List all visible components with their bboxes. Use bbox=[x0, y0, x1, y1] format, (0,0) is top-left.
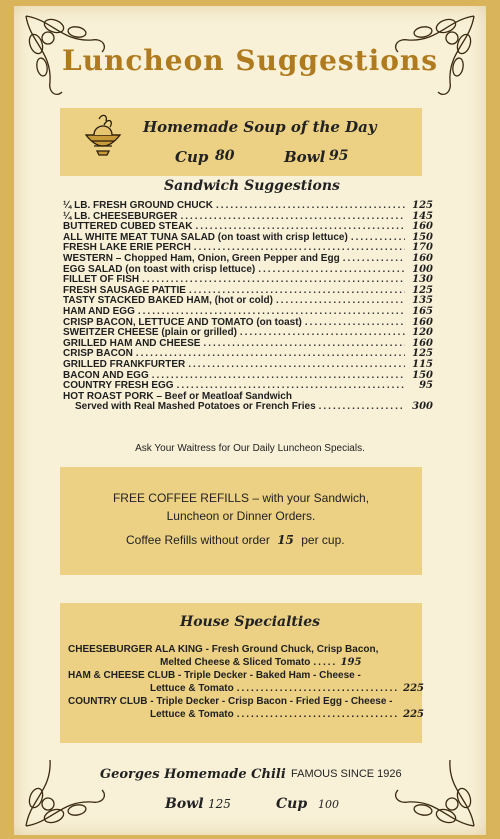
list-item: FRESH LAKE ERIE PERCH ..... 170 bbox=[63, 242, 433, 253]
chili-cup-price: 100 bbox=[318, 798, 339, 811]
chili-bowl-price: 125 bbox=[208, 797, 231, 811]
coffee-refill-line bbox=[126, 533, 345, 547]
chili-title: Georges Homemade Chili bbox=[100, 767, 286, 782]
soup-bowl-label: Bowl bbox=[284, 148, 326, 166]
list-item: ¼ LB. CHEESEBURGER ..... 145 bbox=[63, 211, 433, 222]
soup-cup-price: 80 bbox=[215, 148, 235, 164]
list-item: Melted Cheese & Sliced Tomato ..... 195 bbox=[68, 657, 424, 670]
soup-bowl-icon bbox=[82, 111, 124, 157]
sandwich-list bbox=[63, 200, 433, 412]
chili-famous: FAMOUS SINCE 1926 bbox=[291, 768, 402, 780]
list-item: FILLET OF FISH ..... 130 bbox=[63, 274, 433, 285]
list-item: CRISP BACON ..... 125 bbox=[63, 348, 433, 359]
list-item: HAM & CHEESE CLUB - Triple Decker - Baked Ham - Cheese - bbox=[68, 670, 361, 681]
page-title: Luncheon Suggestions bbox=[61, 44, 439, 77]
list-item: TASTY STACKED BAKED HAM, (hot or cold) ..... 135 bbox=[63, 295, 433, 306]
list-item: EGG SALAD (on toast with crisp lettuce) ..... 100 bbox=[63, 264, 433, 275]
list-item: ¼ LB. FRESH GROUND CHUCK ..... 125 bbox=[63, 200, 433, 211]
list-item: CRISP BACON, LETTUCE AND TOMATO (on toast) ..... 160 bbox=[63, 317, 433, 328]
list-item: HOT ROAST PORK – Beef or Meatloaf Sandwich bbox=[63, 390, 292, 402]
sandwich-heading: Sandwich Suggestions bbox=[164, 178, 340, 194]
list-item: Served with Real Mashed Potatoes or French Fries ..... 300 bbox=[63, 401, 433, 412]
list-item: WESTERN – Chopped Ham, Onion, Green Pepper and Egg ..... 160 bbox=[63, 253, 433, 264]
house-heading: House Specialties bbox=[179, 614, 321, 630]
list-item: HAM AND EGG ..... 165 bbox=[63, 306, 433, 317]
list-item: ALL WHITE MEAT TUNA SALAD (on toast with crisp lettuce) ..... 150 bbox=[63, 232, 433, 243]
refill-prefix: Coffee Refills without order bbox=[126, 533, 270, 547]
list-item: BUTTERED CUBED STEAK ..... 160 bbox=[63, 221, 433, 232]
floral-corner-icon bbox=[378, 730, 478, 830]
list-item: COUNTRY FRESH EGG ..... 95 bbox=[63, 380, 433, 391]
list-item: BACON AND EGG ..... 150 bbox=[63, 370, 433, 381]
house-list bbox=[68, 644, 424, 722]
coffee-line-2: Luncheon or Dinner Orders. bbox=[166, 509, 316, 523]
chili-cup-label: Cup bbox=[276, 796, 308, 812]
list-item: CHEESEBURGER ALA KING - Fresh Ground Chuck, Crisp Bacon, bbox=[68, 644, 379, 655]
refill-price: 15 bbox=[277, 533, 294, 547]
soup-cup-label: Cup bbox=[175, 148, 209, 166]
soup-bowl-price: 95 bbox=[329, 148, 349, 164]
coffee-line-1: FREE COFFEE REFILLS – with your Sandwich, bbox=[112, 491, 370, 505]
list-item: FRESH SAUSAGE PATTIE ..... 125 bbox=[63, 285, 433, 296]
refill-suffix: per cup. bbox=[301, 533, 345, 547]
list-item: GRILLED HAM AND CHEESE ..... 160 bbox=[63, 338, 433, 349]
list-item: Lettuce & Tomato ..... 225 bbox=[68, 683, 424, 696]
list-item: SWEITZER CHEESE (plain or grilled) ..... 120 bbox=[63, 327, 433, 338]
soup-title: Homemade Soup of the Day bbox=[143, 118, 377, 136]
chili-bowl-label: Bowl bbox=[165, 796, 204, 812]
list-item: COUNTRY CLUB - Triple Decker - Crisp Bacon - Fried Egg - Cheese - bbox=[68, 696, 393, 707]
list-item: Lettuce & Tomato ..... 225 bbox=[68, 709, 424, 722]
list-item: GRILLED FRANKFURTER ..... 115 bbox=[63, 359, 433, 370]
daily-specials-note: Ask Your Waitress for Our Daily Luncheon Specials. bbox=[135, 443, 365, 454]
